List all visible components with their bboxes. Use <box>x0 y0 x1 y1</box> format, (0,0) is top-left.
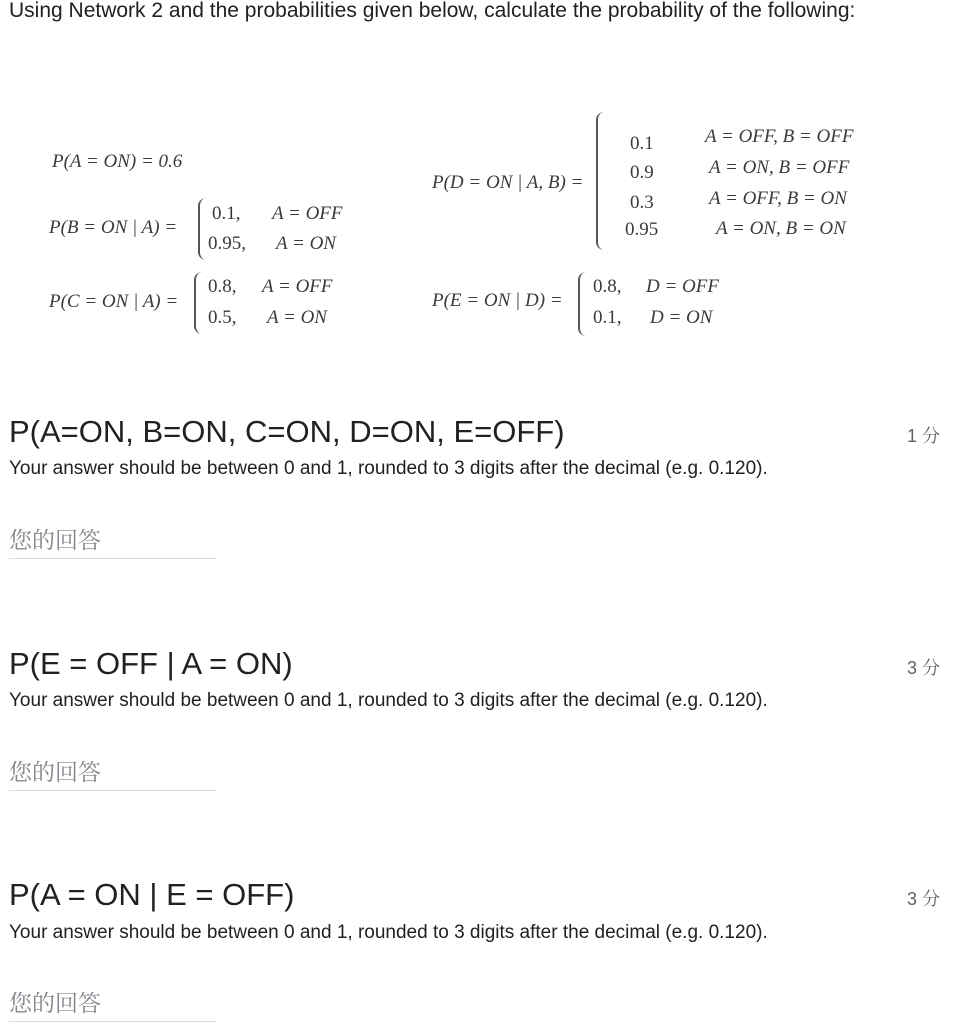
question-2-description: Your answer should be between 0 and 1, rounded to 3 digits after the decimal (e.g. 0.120). <box>9 690 768 711</box>
question-3-description: Your answer should be between 0 and 1, rounded to 3 digits after the decimal (e.g. 0.120). <box>9 922 768 943</box>
prob-e-value-2: 0.1, <box>593 307 622 328</box>
question-2-title: P(E = OFF | A = ON) <box>9 646 293 681</box>
question-3-title: P(A = ON | E = OFF) <box>9 877 295 912</box>
question-1-points: 1 分 <box>906 426 940 446</box>
prob-e-brace <box>578 272 588 336</box>
probability-tables-figure <box>0 100 957 360</box>
prob-e-label: P(E = ON | D) = <box>432 290 563 311</box>
prob-d-cond-3: A = OFF, B = ON <box>709 188 847 209</box>
question-2-answer-input[interactable] <box>9 756 217 791</box>
question-1-description: Your answer should be between 0 and 1, rounded to 3 digits after the decimal (e.g. 0.120). <box>9 458 768 479</box>
prob-d-cond-2: A = ON, B = OFF <box>709 157 850 178</box>
prob-d-value-1: 0.1 <box>630 133 654 154</box>
prob-d-cond-1: A = OFF, B = OFF <box>705 126 854 147</box>
prob-c-label: P(C = ON | A) = <box>49 291 179 312</box>
question-3-points: 3 分 <box>906 889 940 909</box>
prob-d-value-3: 0.3 <box>630 192 654 213</box>
question-1-title: P(A=ON, B=ON, C=ON, D=ON, E=OFF) <box>9 414 565 449</box>
prob-d-brace <box>596 112 606 250</box>
prob-c-value-2: 0.5, <box>208 307 237 328</box>
prob-b-cond-1: A = OFF <box>272 203 343 224</box>
prob-c-value-1: 0.8, <box>208 276 237 297</box>
prob-e-cond-2: D = ON <box>650 307 713 328</box>
prob-b-value-1: 0.1, <box>212 203 241 224</box>
question-2-points: 3 分 <box>906 658 940 678</box>
prob-b-brace <box>198 198 208 260</box>
prob-e-value-1: 0.8, <box>593 276 622 297</box>
prob-c-cond-1: A = OFF <box>262 276 333 297</box>
question-intro: Using Network 2 and the probabilities given below, calculate the probability of the following: <box>9 0 856 22</box>
prob-d-value-2: 0.9 <box>630 162 654 183</box>
question-1-answer-input[interactable] <box>9 524 217 559</box>
prob-b-value-2: 0.95, <box>208 233 246 254</box>
prob-d-label: P(D = ON | A, B) = <box>432 172 584 193</box>
prob-c-brace <box>194 272 204 334</box>
prob-d-value-4: 0.95 <box>625 219 659 240</box>
prob-b-cond-2: A = ON <box>276 233 336 254</box>
prob-e-cond-1: D = OFF <box>646 276 719 297</box>
prob-c-cond-2: A = ON <box>267 307 327 328</box>
prob-a-formula: P(A = ON) = 0.6 <box>52 151 183 172</box>
prob-d-cond-4: A = ON, B = ON <box>716 218 846 239</box>
prob-b-label: P(B = ON | A) = <box>49 217 178 238</box>
question-3-answer-input[interactable] <box>9 987 217 1022</box>
